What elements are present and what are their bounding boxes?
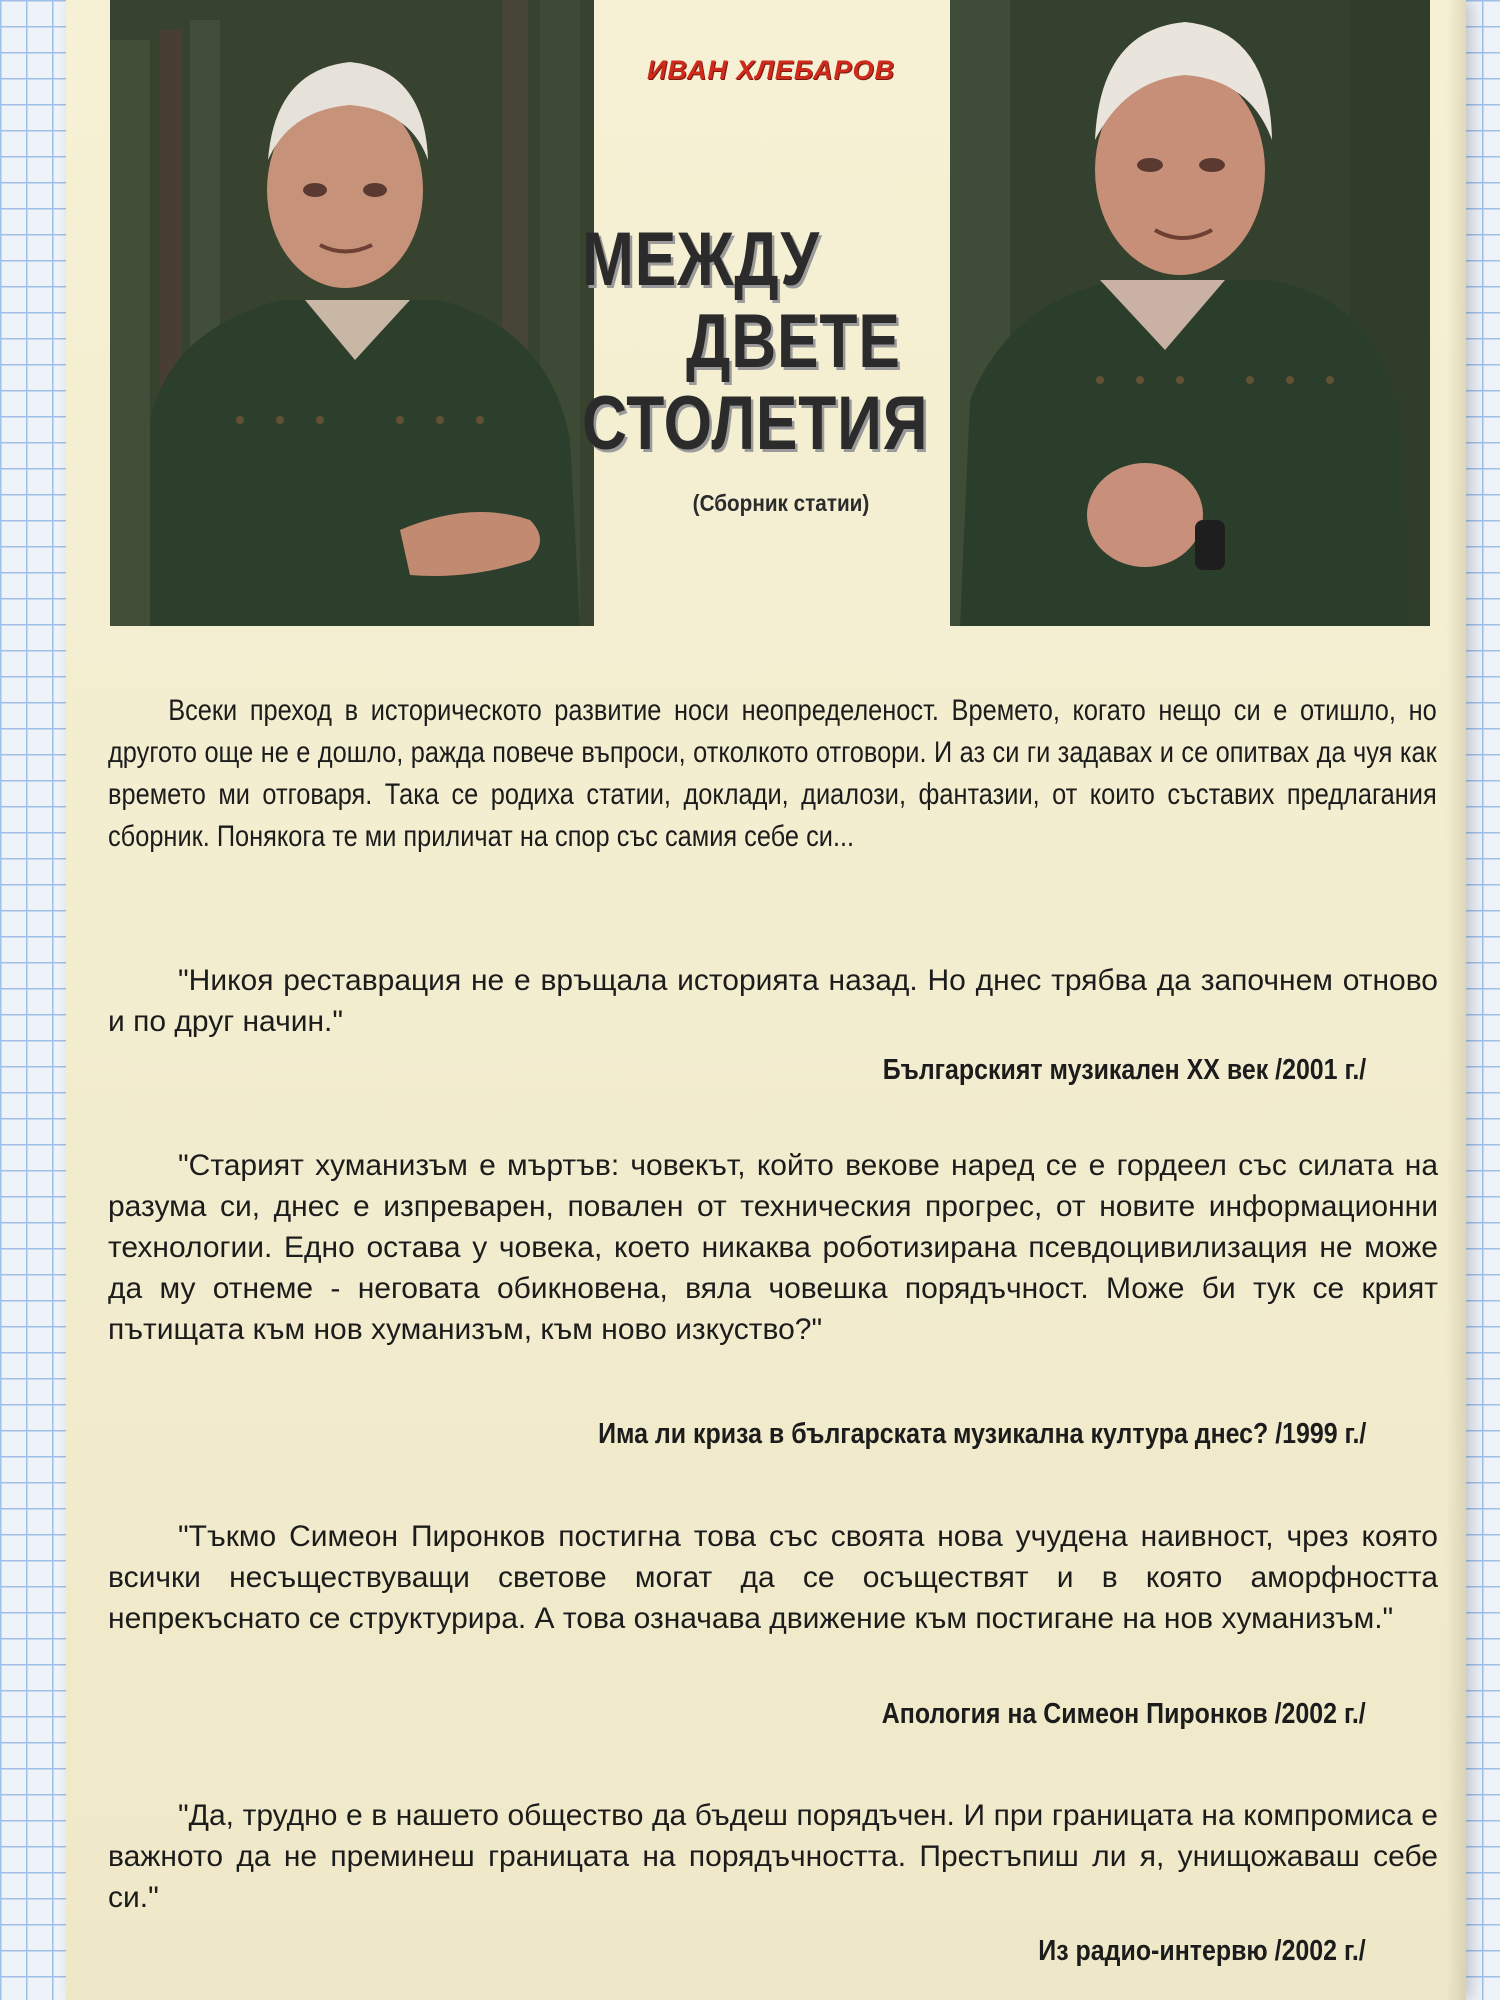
author-photo-left xyxy=(110,0,594,626)
book-subtitle: (Сборник статии) xyxy=(692,490,870,516)
quote-2-source: Има ли криза в българската музикална култура днес? /1999 г./ xyxy=(597,1418,1366,1450)
quote-2: "Старият хуманизъм е мъртъв: човекът, който векове наред се е гордеел със силата на разума си, днес е изпреварен, повален от техническия прогрес, от новите информационни технологии. Едно остава у човека, което никаква роботизирана псевдоцивилизация не може да му отнеме - неговата обикновена, вяла човешка порядъчност. Може би тук се крият пътищата към нов хуманизъм, към ново изкуство?" xyxy=(108,1149,1438,1346)
intro-paragraph: Всеки преход в историческото развитие носи неопределеност. Времето, когато нещо си е отишло, но другото още не е дошло, ражда повече въпроси, отколкото отговори. И аз си ги задавах и се опитвах да чуя как времето ми отговаря. Така се родиха статии, доклади, диалози, фантазии, от които съставих предлагания сборник. Понякога те ми приличат на спор със самия себе си... xyxy=(108,694,1437,853)
quote-3-source: Апология на Симеон Пиронков /2002 г./ xyxy=(882,1698,1366,1730)
author-name: ИВАН ХЛЕБАРОВ xyxy=(646,55,896,85)
book-title-line-2: ДВЕТЕ xyxy=(686,299,901,384)
quote-4: "Да, трудно е в нашето общество да бъдеш порядъчен. И при границата на компромиса е важното да не преминеш границата на порядъчността. Престъпиш ли я, унищожаваш себе си." xyxy=(108,1799,1438,1914)
quote-3: "Тъкмо Симеон Пиронков постигна това със своята нова учудена наивност, чрез която всички несъществуващи светове могат да се осъществят и в която аморфността непрекъснато се структурира. А това означава движение към постигане на нов хуманизъм." xyxy=(108,1520,1438,1635)
quote-1-source: Българският музикален XX век /2001 г./ xyxy=(882,1054,1366,1086)
book-title-line-1: МЕЖДУ xyxy=(582,217,820,302)
author-photo-right xyxy=(950,0,1430,626)
quote-4-source: Из радио-интервю /2002 г./ xyxy=(1038,1935,1366,1967)
book-title-line-3: СТОЛЕТИЯ xyxy=(582,381,929,466)
book-back-cover xyxy=(66,0,1466,2000)
quote-1: "Никоя реставрация не е връщала историята назад. Но днес трябва да започнем отново и по друг начин." xyxy=(108,964,1438,1038)
